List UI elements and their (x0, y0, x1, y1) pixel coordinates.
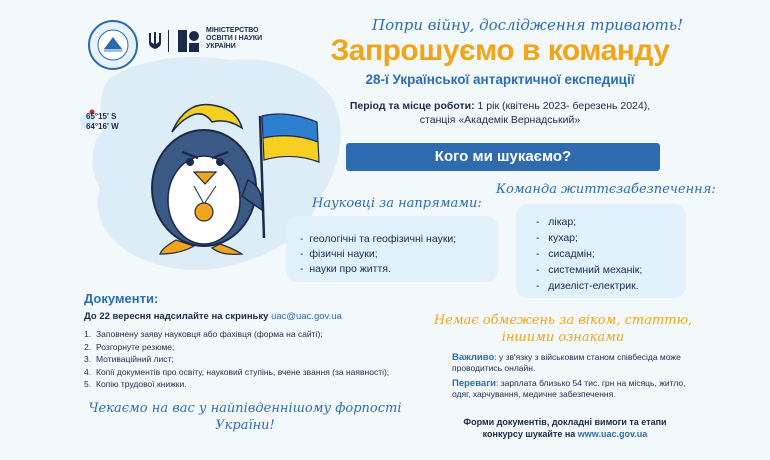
trident-icon (148, 31, 162, 51)
uac-logo (88, 20, 138, 70)
ministry-logo-icon (178, 30, 200, 52)
list-item: - лікар; (536, 216, 577, 228)
logo-divider (168, 30, 169, 52)
list-item: - дизеліст-електрик. (536, 280, 639, 292)
list-item: 2. Розгорнуте резюме; (84, 341, 175, 352)
ministry-name-line2: ОСВІТИ І НАУКИ (206, 35, 263, 42)
benefits-note (452, 378, 702, 400)
list-item: 4. Копії документів про освіту, науковий ступінь, вчене звання (за наявності); (84, 366, 390, 377)
benefits-text: : зарплата близько 54 тис. грн на місяць, житло, одяг, харчування, медичне забезпечення. (452, 378, 686, 399)
forms-note (440, 416, 690, 440)
no-limits-note (426, 312, 700, 346)
work-period (340, 99, 660, 127)
page-title: Запрошуємо в команду (330, 34, 670, 67)
list-item: - фізичні науки; (300, 248, 378, 260)
forms-line1: Форми документів, докладні вимоги та етапи (463, 417, 667, 427)
list-item: - системний механік; (536, 264, 643, 276)
latitude: 65°15' S (86, 112, 117, 121)
list-item: - кухар; (536, 232, 578, 244)
list-item: - сисадмін; (536, 248, 595, 260)
list-item: 1. Заповнену заяву науковця або фахівця (форма на сайті); (84, 329, 323, 339)
longitude: 64°16' W (86, 122, 119, 131)
list-item: 3. Мотиваційний лист; (84, 354, 174, 364)
documents-deadline (84, 311, 342, 322)
period-label: Період та місце роботи: (349, 100, 475, 112)
email-link[interactable]: uac@uac.gov.ua (271, 311, 342, 322)
important-note (452, 352, 702, 374)
period-value: 1 рік (квітень 2023- березень 2024), (474, 100, 651, 112)
scientists-heading: Науковці за напрямами: (312, 196, 482, 211)
no-limits-line2: іншими ознаками (501, 330, 625, 345)
subtitle: 28-ї Української антарктичної експедиції (365, 72, 635, 87)
ministry-name-line1: МІНІСТЕРСТВО (206, 27, 259, 34)
documents-list (84, 328, 389, 391)
no-limits-line1: Немає обмежень за віком, статтю, (433, 313, 693, 328)
important-label: Важливо (452, 352, 495, 363)
benefits-label: Переваги (452, 378, 496, 389)
wait-line1: Чекаємо на вас у найпівденнішому форпості (88, 401, 402, 416)
station-coordinates (86, 112, 119, 132)
list-item: 5. Копію трудової книжки. (84, 379, 187, 389)
slogan: Попри війну, дослідження тривають! (372, 16, 684, 34)
station-name: станція «Академік Вернадський» (419, 114, 581, 126)
team-heading: Команда життєзабезпечення: (496, 182, 716, 197)
important-text: : у зв'язку з військовим станом співбесіда може проводитись онлайн. (452, 352, 681, 373)
list-item: - геологічні та геофізичні науки; (300, 233, 457, 245)
documents-heading: Документи: (84, 291, 159, 306)
wait-line2: України! (215, 418, 275, 433)
wait-message (80, 400, 410, 434)
forms-line2: конкурсу шукайте на (482, 429, 578, 439)
ministry-name-line3: УКРАЇНИ (206, 43, 236, 50)
who-we-seek-banner: Кого ми шукаємо? (346, 143, 660, 171)
team-list (536, 214, 642, 294)
list-item: - науки про життя. (300, 263, 391, 275)
scientists-list (300, 232, 456, 277)
deadline-text: До 22 вересня надсилайте на скриньку (84, 311, 272, 322)
ministry-name (206, 27, 276, 51)
website-link[interactable]: www.uac.gov.ua (577, 429, 648, 439)
